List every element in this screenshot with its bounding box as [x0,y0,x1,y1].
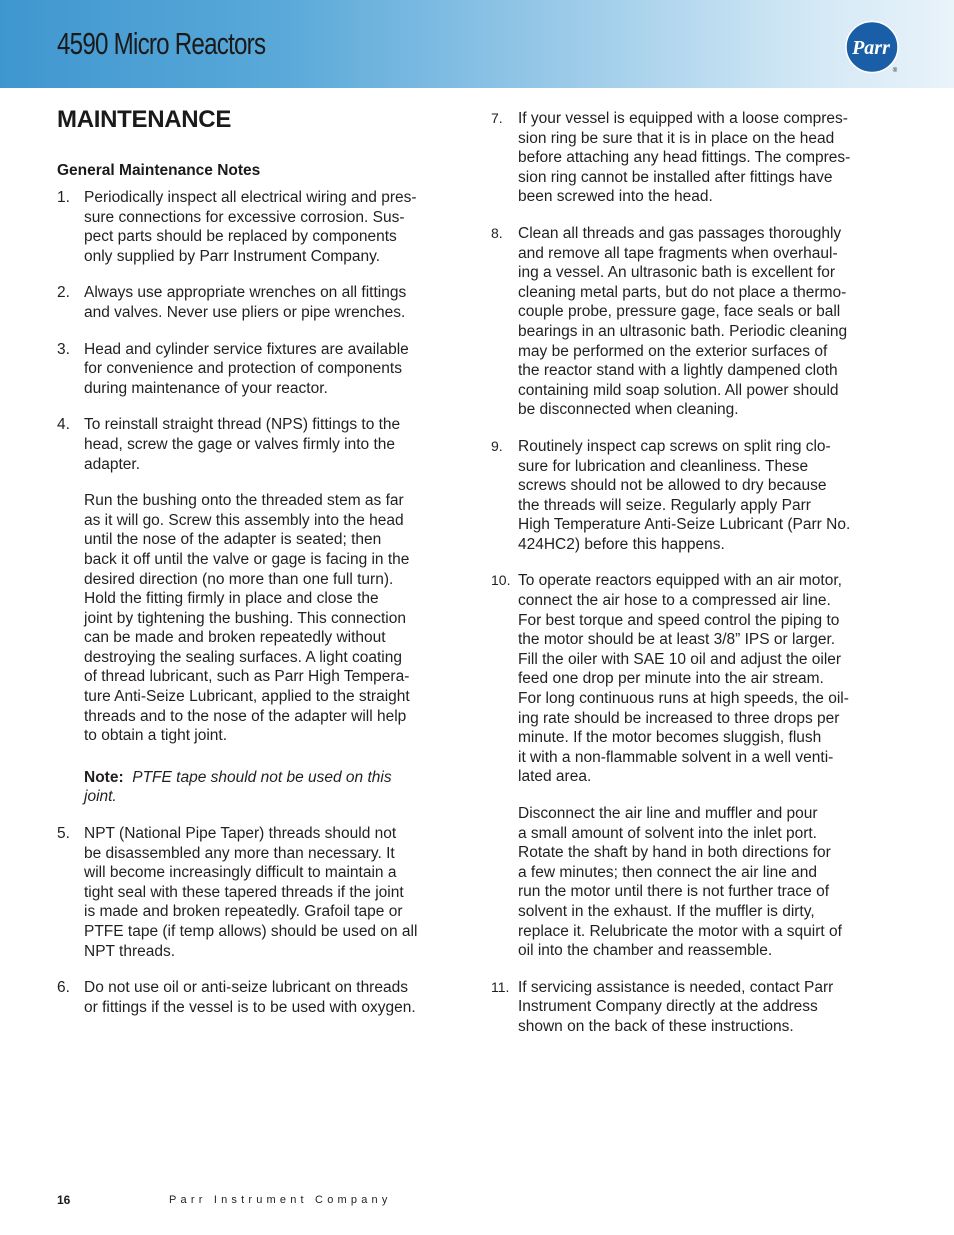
page-header-band [0,0,954,88]
list-item-2 [57,283,467,322]
text-line: Periodically inspect all electrical wiring and pres- [84,189,417,206]
right-column [491,109,901,1054]
text-line: Head and cylinder service fixtures are available [84,340,409,358]
text-line: NPT (National Pipe Taper) threads should not [84,825,397,843]
item-number: 2. [57,284,70,302]
logo-wordmark: Parr [852,37,890,59]
text-line: before attaching any head fittings. The compres- [518,149,851,167]
text-line: of thread lubricant, such as Parr High Tempera- [84,668,410,686]
text-line: may be performed on the exterior surfaces of [518,342,828,360]
list-item-11 [491,978,901,1037]
item-number: 8. [491,224,503,241]
list-item-6 [57,978,467,1017]
text-line: Run the bushing onto the threaded stem as far [84,492,404,510]
item-number: 9. [491,437,503,454]
item-paragraph [84,491,467,746]
text-line: ing a vessel. An ultrasonic bath is excellent for [518,264,836,282]
text-line: Disconnect the air line and muffler and pour [518,805,818,822]
item-number: 10. [491,572,511,589]
text-line: Clean all threads and gas passages thoroughly [518,224,842,242]
parr-logo [844,20,900,74]
note-text: joint. [84,788,117,806]
text-line: bearings in an ultrasonic bath. Periodic cleaning [518,322,848,340]
document-title: 4590 Micro Reactors [57,26,266,61]
list-item-1 [57,188,467,266]
text-line: screws should not be allowed to dry because [518,477,827,495]
item-paragraph [518,804,901,961]
list-item-10 [491,571,901,960]
item-number: 7. [491,110,503,126]
text-line: sion ring be sure that it is in place on the head [518,129,835,147]
note [84,768,467,807]
text-line: been screwed into the head. [518,188,713,206]
left-column [57,188,467,1034]
text-line: pect parts should be replaced by components [84,228,397,246]
text-line: be disassembled any more than necessary. It [84,844,395,862]
text-line: back it off until the valve or gage is facing in the [84,550,410,568]
text-line: ing rate should be increased to three drops per [518,709,840,727]
text-line: cleaning metal parts, but do not place a thermo- [518,283,847,301]
text-line: will become increasingly difficult to maintain a [84,864,397,882]
text-line: adapter. [84,455,141,473]
item-number: 4. [57,416,70,434]
item-number: 11. [491,978,510,995]
text-line: until the nose of the adapter is seated; then [84,531,382,549]
text-line: is made and broken repeatedly. Grafoil tape or [84,903,403,921]
text-line: sure for lubrication and cleanliness. These [518,457,809,475]
list-item-4 [57,415,467,807]
text-line: the threads will seize. Regularly apply Parr [518,496,811,514]
footer-company: Parr Instrument Company [169,1194,392,1206]
text-line: run the motor until there is not further trace of [518,883,830,901]
text-line: To reinstall straight thread (NPS) fittings to the [84,416,401,434]
text-line: the motor should be at least 3/8” IPS or larger. [518,631,836,649]
text-line: only supplied by Parr Instrument Company. [84,247,381,265]
text-line: can be made and broken repeatedly without [84,629,386,647]
text-line: it with a non-flammable solvent in a well venti- [518,748,834,766]
text-line: For long continuous runs at high speeds, the oil- [518,690,849,708]
text-line: lated area. [518,768,592,786]
text-line: To operate reactors equipped with an air motor, [518,572,842,590]
section-title: MAINTENANCE [57,106,232,133]
text-line: head, screw the gage or valves firmly into the [84,435,396,453]
list-item-5 [57,824,467,961]
item-number: 1. [57,189,70,206]
text-line: sure connections for excessive corrosion. Sus- [84,208,405,226]
text-line: and valves. Never use pliers or pipe wrenches. [84,303,406,321]
text-line: If your vessel is equipped with a loose compres- [518,110,848,127]
text-line: minute. If the motor becomes sluggish, flush [518,729,822,747]
text-line: joint by tightening the bushing. This connection [84,609,406,627]
text-line: for convenience and protection of components [84,360,402,378]
subheading: General Maintenance Notes [57,162,261,179]
text-line: oil into the chamber and reassemble. [518,942,773,960]
text-line: destroying the sealing surfaces. A light coating [84,648,402,666]
text-line: solvent in the exhaust. If the muffler is dirty, [518,902,815,920]
text-line: to obtain a tight joint. [84,727,228,745]
text-line: For best torque and speed control the piping to [518,611,840,629]
note-text: PTFE tape should not be used on this [132,768,392,786]
text-line: or fittings if the vessel is to be used with oxygen. [84,998,416,1016]
text-line: ture Anti-Seize Lubricant, applied to the straight [84,688,410,706]
text-line: Instrument Company directly at the address [518,998,818,1016]
text-line: and remove all tape fragments when overhaul- [518,244,838,262]
item-number: 3. [57,340,70,358]
text-line: Hold the fitting firmly in place and close the [84,590,379,608]
item-number: 6. [57,979,70,997]
text-line: connect the air hose to a compressed air line. [518,592,831,610]
text-line: Rotate the shaft by hand in both directions for [518,844,831,862]
text-line: during maintenance of your reactor. [84,379,328,397]
text-line: be disconnected when cleaning. [518,401,739,419]
text-line: the reactor stand with a lightly dampened cloth [518,362,838,380]
page-number: 16 [57,1193,71,1207]
note-label: Note: [84,768,124,786]
list-item-3 [57,340,467,399]
note-line [84,768,467,788]
text-line: PTFE tape (if temp allows) should be used on all [84,923,418,940]
text-line: Always use appropriate wrenches on all fittings [84,284,407,302]
text-line: tight seal with these tapered threads if the joint [84,883,404,901]
text-line: If servicing assistance is needed, contact Parr [518,978,834,996]
text-line: Fill the oiler with SAE 10 oil and adjust the oiler [518,650,842,668]
text-line: containing mild soap solution. All power should [518,381,839,399]
list-item-7 [491,109,901,207]
text-line: Do not use oil or anti-seize lubricant on threads [84,979,408,997]
text-line: a few minutes; then connect the air line and [518,863,817,881]
text-line: desired direction (no more than one full turn). [84,570,394,588]
text-line: a small amount of solvent into the inlet port. [518,824,817,842]
text-line: Routinely inspect cap screws on split ring clo- [518,437,831,455]
text-line: couple probe, pressure gage, face seals or ball [518,303,841,321]
item-number: 5. [57,825,70,843]
logo-registered-mark: ® [892,68,898,74]
text-line: sion ring cannot be installed after fittings have [518,168,833,186]
text-line: NPT threads. [84,942,176,960]
text-line: High Temperature Anti-Seize Lubricant (Parr No. [518,516,851,534]
text-line: 424HC2) before this happens. [518,535,725,553]
list-item-9 [491,437,901,555]
list-item-8 [491,224,901,420]
text-line: threads and to the nose of the adapter will help [84,707,407,725]
text-line: shown on the back of these instructions. [518,1017,794,1035]
text-line: feed one drop per minute into the air stream. [518,670,824,688]
text-line: replace it. Relubricate the motor with a squirt of [518,922,842,940]
text-line: as it will go. Screw this assembly into the head [84,511,404,529]
